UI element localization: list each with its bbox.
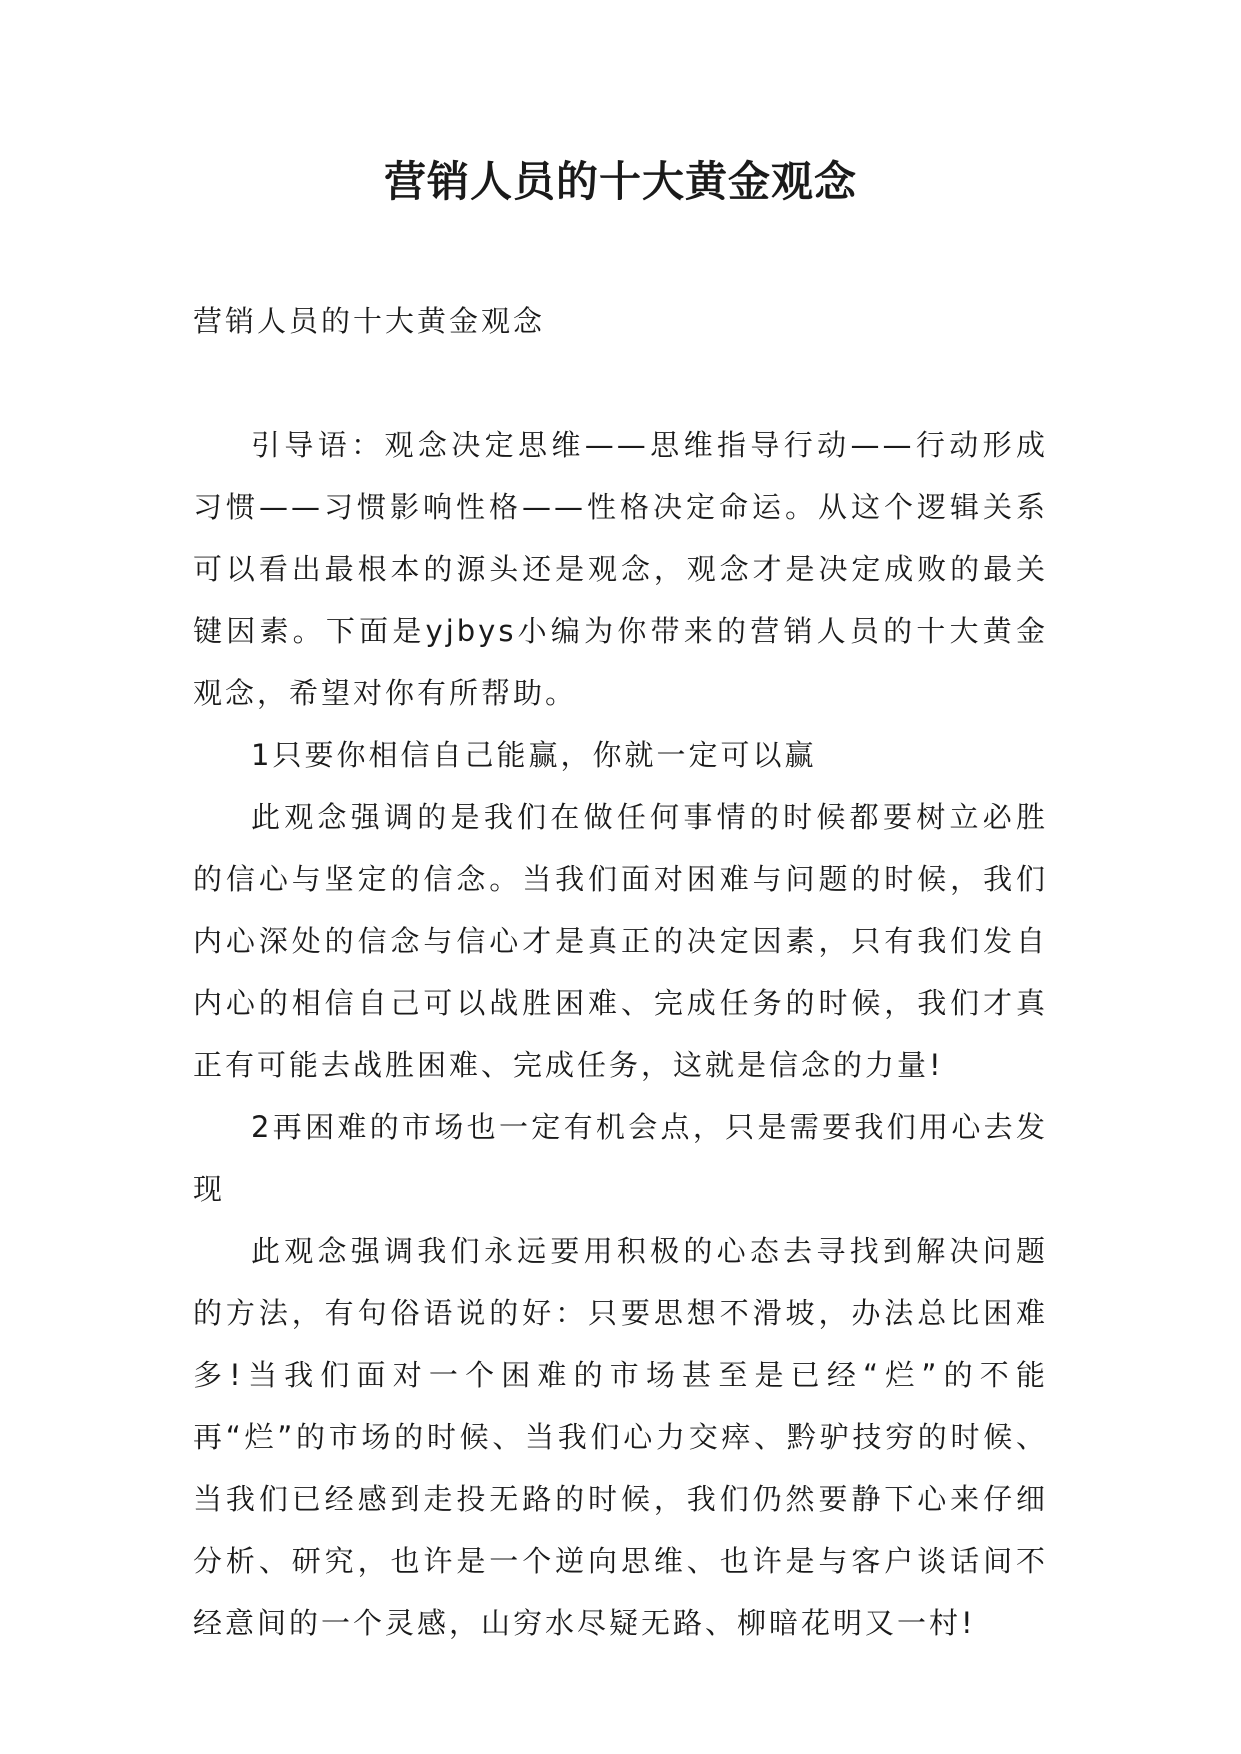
point-1-paragraph: 此观念强调的是我们在做任何事情的时候都要树立必胜的信心与坚定的信念。当我们面对困难与问题的时候，我们内心深处的信念与信心才是真正的决定因素，只有我们发自内心的相信自己可以战胜困难、完成任务的时候，我们才真正有可能去战胜困难、完成任务，这就是信念的力量! bbox=[193, 800, 1048, 1082]
point-1-heading: 1只要你相信自己能赢，你就一定可以赢 bbox=[251, 738, 817, 772]
document-body bbox=[193, 290, 1048, 1654]
document-title: 营销人员的十大黄金观念 bbox=[383, 157, 857, 206]
point-2-paragraph: 此观念强调我们永远要用积极的心态去寻找到解决问题的方法，有句俗语说的好：只要思想不滑坡，办法总比困难多!当我们面对一个困难的市场甚至是已经“烂”的不能再“烂”的市场的时候、当我们心力交瘁、黔驴技穷的时候、当我们已经感到走投无路的时候，我们仍然要静下心来仔细分析、研究，也许是一个逆向思维、也许是与客户谈话间不经意间的一个灵感，山穷水尽疑无路、柳暗花明又一村! bbox=[193, 1234, 1048, 1640]
document-subtitle: 营销人员的十大黄金观念 bbox=[193, 304, 546, 338]
intro-paragraph: 引导语：观念决定思维——思维指导行动——行动形成习惯——习惯影响性格——性格决定命运。从这个逻辑关系可以看出最根本的源头还是观念，观念才是决定成败的最关键因素。下面是yjbys小编为你带来的营销人员的十大黄金观念，希望对你有所帮助。 bbox=[193, 428, 1048, 710]
point-2-heading: 2再困难的市场也一定有机会点，只是需要我们用心去发现 bbox=[193, 1110, 1048, 1206]
